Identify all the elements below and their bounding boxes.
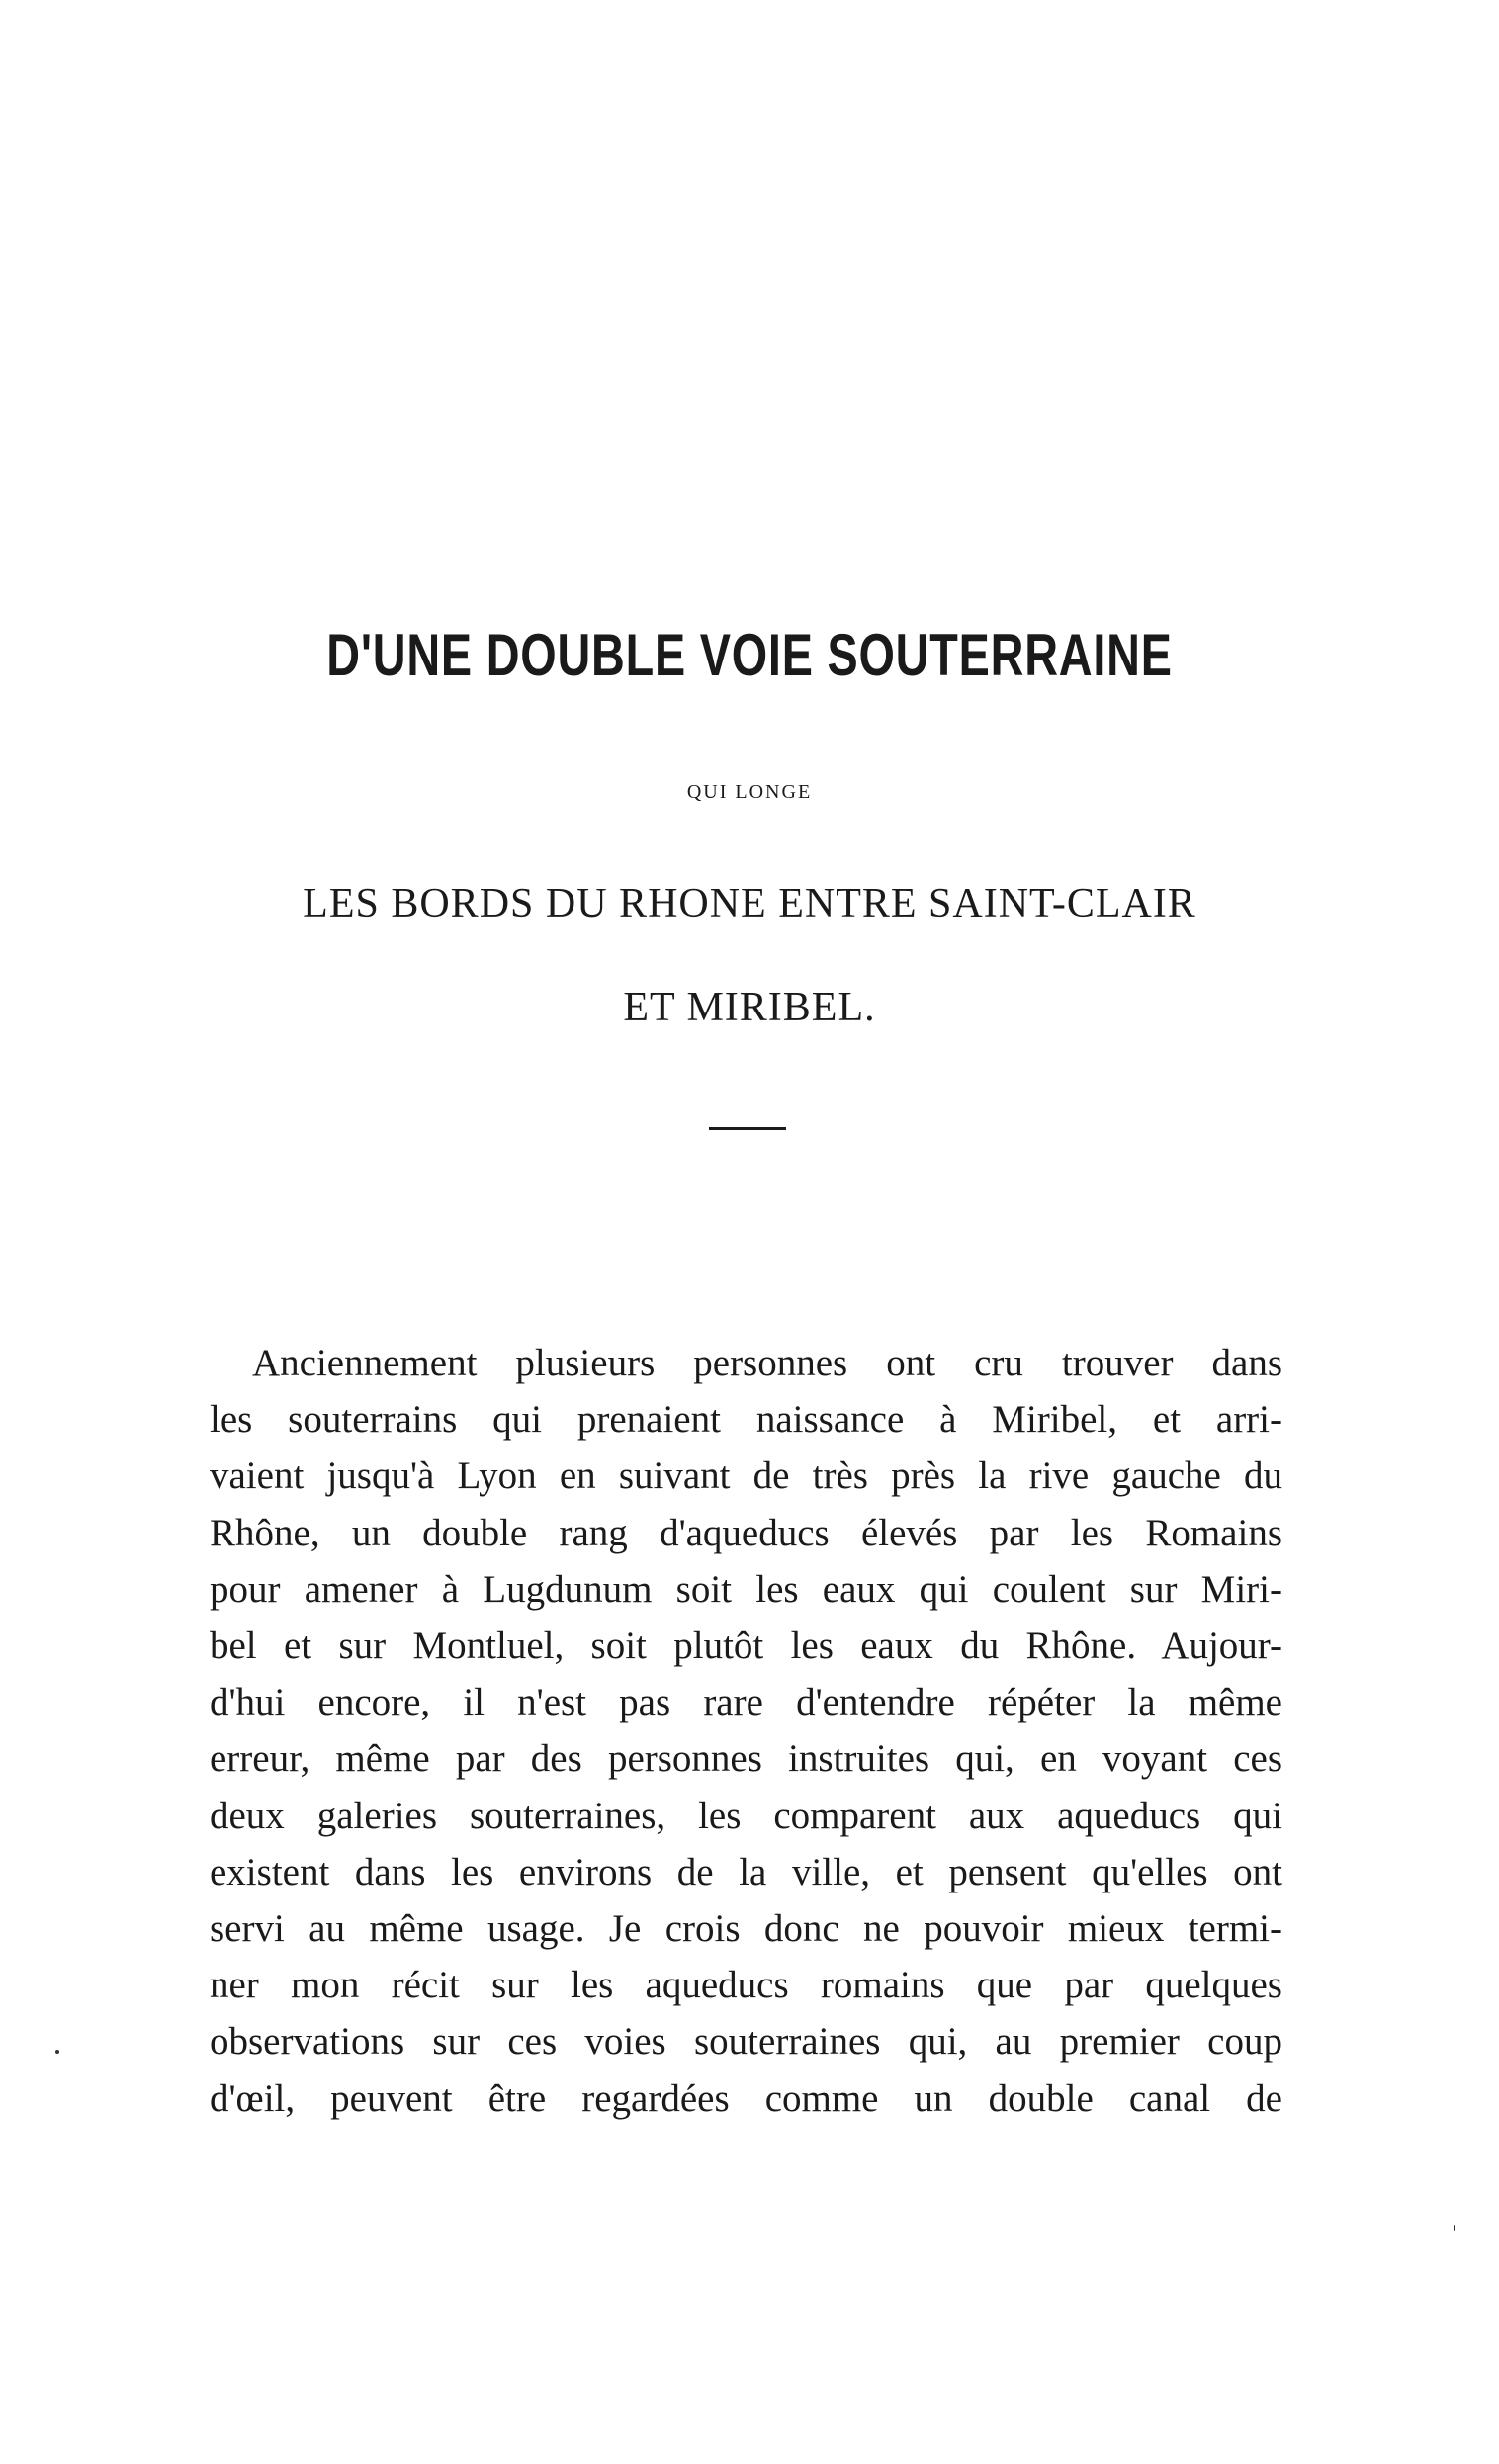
- text-line: vaient jusqu'à Lyon en suivant de très près la rive gauche du: [210, 1454, 1282, 1498]
- text-line: les souterrains qui prenaient naissance à Miribel, et arri-: [210, 1398, 1282, 1442]
- text-line: deux galeries souterraines, les comparent aux aqueducs qui: [210, 1794, 1282, 1837]
- text-line: servi au même usage. Je crois donc ne pouvoir mieux termi-: [210, 1907, 1282, 1951]
- text-line: d'œil, peuvent être regardées comme un double canal de: [210, 2076, 1282, 2120]
- text-line: d'hui encore, il n'est pas rare d'entendre répéter la même: [210, 1681, 1282, 1724]
- title-divider: [709, 1127, 786, 1130]
- scan-speck: [55, 2050, 59, 2054]
- text-line: observations sur ces voies souterraines qui, au premier coup: [210, 2020, 1282, 2064]
- text-line: ner mon récit sur les aqueducs romains que par quelques: [210, 1964, 1282, 2007]
- text-line: erreur, même par des personnes instruites qui, en voyant ces: [210, 1737, 1282, 1781]
- text-line: pour amener à Lugdunum soit les eaux qui coulent sur Miri-: [210, 1567, 1282, 1611]
- body-paragraph: [210, 1335, 1282, 2127]
- subtitle-line-1: LES BORDS DU RHONE ENTRE SAINT-CLAIR: [303, 881, 1196, 926]
- title-connector: QUI LONGE: [686, 781, 813, 803]
- text-line: Anciennement plusieurs personnes ont cru trouver dans: [252, 1342, 1282, 1384]
- chapter-title: D'UNE DOUBLE VOIE SOUTERRAINE: [326, 622, 1173, 688]
- scan-speck: [1454, 2225, 1455, 2231]
- subtitle-line-2: ET MIRIBEL.: [623, 985, 876, 1030]
- text-line: bel et sur Montluel, soit plutôt les eaux du Rhône. Aujour-: [210, 1625, 1282, 1668]
- text-line: existent dans les environs de la ville, et pensent qu'elles ont: [210, 1850, 1282, 1893]
- text-line: Rhône, un double rang d'aqueducs élevés par les Romains: [210, 1511, 1282, 1554]
